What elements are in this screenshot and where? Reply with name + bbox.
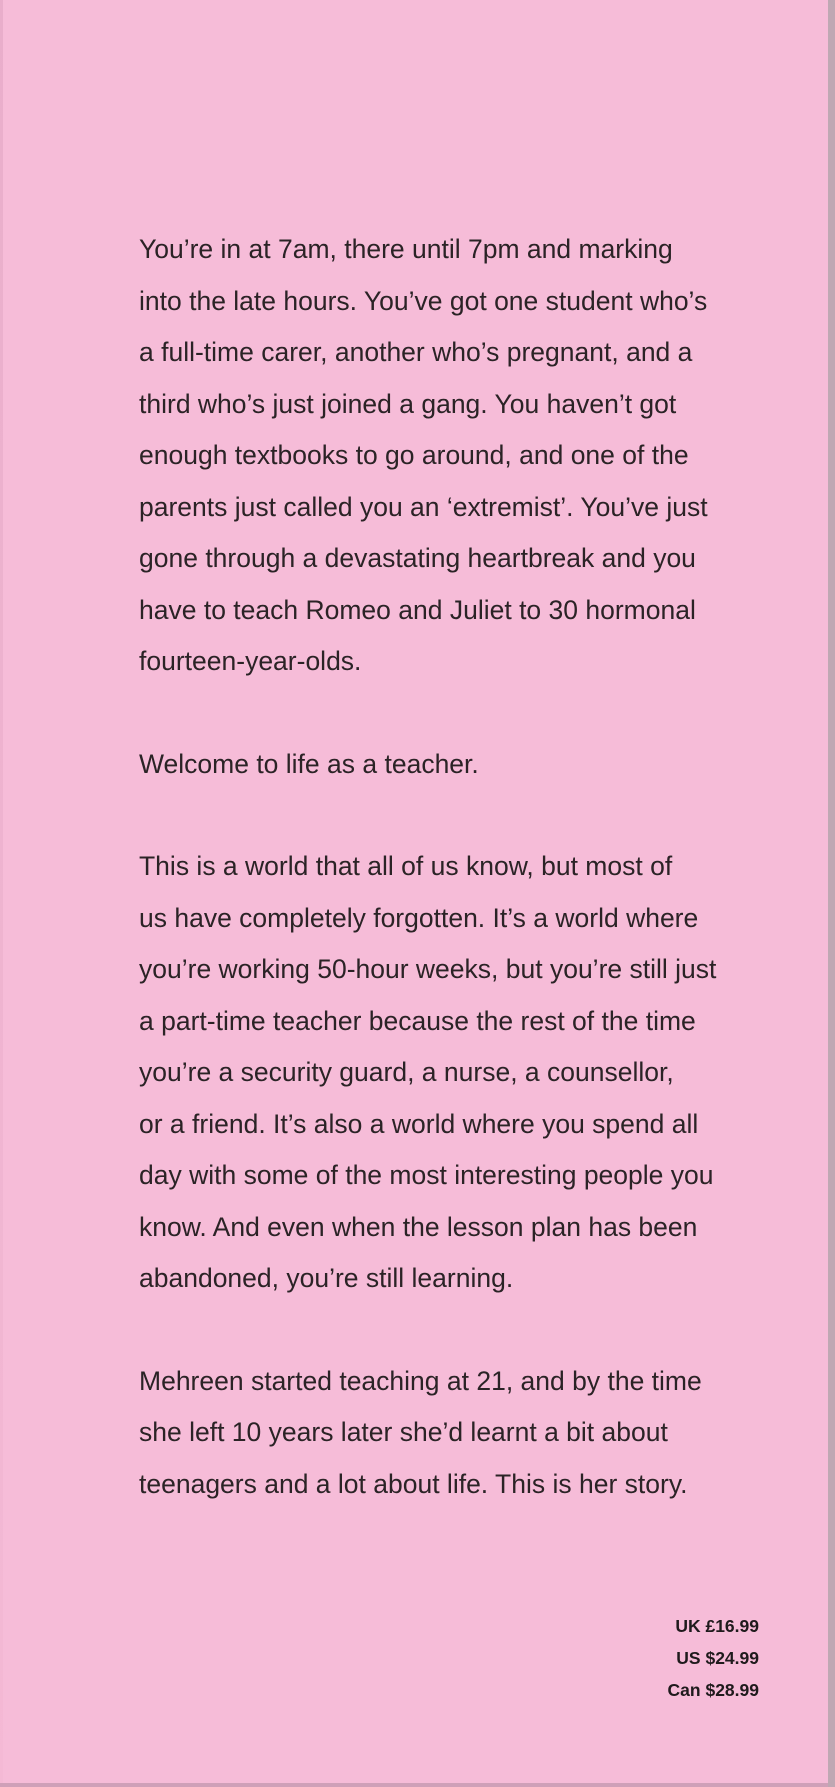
text-line: enough textbooks to go around, and one of the [139, 440, 689, 470]
blurb-paragraph-intro [139, 224, 779, 688]
text-line: or a friend. It’s also a world where you spend all [139, 1108, 699, 1139]
text-line: you’re working 50-hour weeks, but you’re still just [139, 954, 717, 984]
text-line: day with some of the most interesting people you [139, 1160, 714, 1190]
paragraph-spacer [139, 1305, 779, 1356]
paragraph-spacer [139, 688, 779, 739]
blurb-paragraph-welcome [139, 739, 779, 791]
text-line: This is a world that all of us know, but most of [139, 851, 673, 881]
text-line: parents just called you an ‘extremist’. You’ve just [139, 491, 708, 522]
text-line: a part-time teacher because the rest of the time [139, 1005, 696, 1036]
text-line: you’re a security guard, a nurse, a counsellor, [139, 1057, 674, 1087]
text-line: us have completely forgotten. It’s a world where [139, 902, 699, 933]
price-canada: Can $28.99 [667, 1680, 759, 1700]
text-line: Welcome to life as a teacher. [139, 748, 479, 779]
price-uk: UK £16.99 [675, 1616, 759, 1636]
text-line: gone through a devastating heartbreak and you [139, 543, 696, 573]
text-line: abandoned, you’re still learning. [139, 1263, 514, 1293]
text-line: fourteen-year-olds. [139, 646, 362, 676]
text-line: she left 10 years later she’d learnt a bit about [139, 1417, 668, 1447]
text-line: third who’s just joined a gang. You haven’t got [139, 388, 677, 419]
price-us: US $24.99 [676, 1648, 759, 1668]
text-line: have to teach Romeo and Juliet to 30 hormonal [139, 594, 696, 625]
blurb-paragraph-world [139, 841, 779, 1305]
paragraph-spacer [139, 790, 779, 841]
blurb-paragraph-author [139, 1356, 779, 1511]
price-list [619, 1610, 759, 1706]
text-line: a full-time carer, another who’s pregnant, and a [139, 337, 693, 367]
text-line: teenagers and a lot about life. This is her story. [139, 1468, 688, 1499]
text-line: into the late hours. You’ve got one student who’s [139, 285, 708, 316]
text-line: You’re in at 7am, there until 7pm and marking [139, 234, 673, 264]
text-line: Mehreen started teaching at 21, and by the time [139, 1365, 702, 1396]
cover-blurb [139, 224, 779, 1510]
text-line: know. And even when the lesson plan has been [139, 1211, 698, 1242]
